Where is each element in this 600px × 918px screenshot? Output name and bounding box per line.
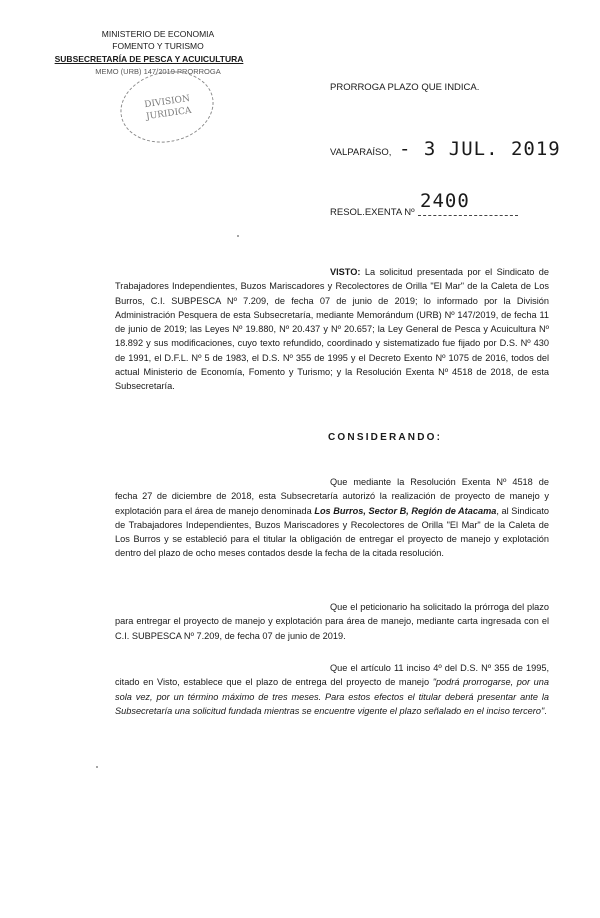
memo-reference: MEMO (URB) 147/2019 PRORROGA	[95, 67, 221, 76]
ministry-name-2: FOMENTO Y TURISMO	[112, 41, 204, 51]
visto-paragraph	[115, 265, 549, 394]
scan-speck	[237, 235, 239, 237]
p3-text-a: Que el artículo 11 inciso 4º del D.S. Nº 355 de 1995, citado en Visto, establece que el plazo de entrega del proyecto de manejo	[115, 663, 549, 688]
p3-quote: "podrá prorrogarse, por una sola vez, por un término máximo de tres meses. Para estos efectos el titular deberá presentar ante la Subsecretaría una solicitud fundada mientras se encuentre vigente el plazo señalado en el inciso tercero"	[115, 677, 549, 716]
ministry-name: MINISTERIO DE ECONOMIA	[101, 29, 215, 39]
scan-speck	[96, 766, 98, 768]
document-date: - 3 JUL. 2019	[399, 138, 561, 160]
visto-text: La solicitud presentada por el Sindicato de Trabajadores Independientes, Buzos Mariscadores y Recolectores de Orilla "El Mar" de la Caleta de Los Burros, C.I. SUBPESCA Nº 7.209, de fecha 07 de junio de 2019; lo informado por la División Administración Pesquera de esta Subsecretaría, mediante Memorándum (URB) Nº 147/2019, de fecha 11 de junio de 2019; las Leyes Nº 19.880, Nº 20.437 y Nº 20.657; la Ley General de Pesca y Acuicultura Nº 18.892 y sus modificaciones, cuyo texto refundido, coordinado y sistematizado fue fijado por D.S. Nº 430 de 1991, el D.F.L. Nº 5 de 1983, el D.S. Nº 355 de 1995 y el Decreto Exento Nº 1075 de 2016, todos del actual Ministerio de Economía, Fomento y Turismo; y la Resolución Exenta Nº 4518 de 2018, de esta Subsecretaría.	[115, 267, 549, 392]
p1-text-c: , al Sindicato de Trabajadores Independientes, Buzos Mariscadores y Recolectores de Orilla "El Mar" de la Caleta de Los Burros y se estableció para el titular la obligación de entregar el proyecto de manejo y explotación dentro del plazo de ocho meses contados desde la fecha de la citada resolución.	[115, 505, 549, 559]
document-title: PRORROGA PLAZO QUE INDICA.	[330, 82, 480, 93]
resolution-number: 2400	[420, 190, 470, 212]
p3-text-c: .	[544, 705, 547, 716]
undersecretariat-name: SUBSECRETARÍA DE PESCA Y ACUICULTURA	[54, 54, 244, 64]
considerando-paragraph-3	[115, 661, 549, 718]
resolution-number-line	[418, 215, 518, 216]
considerando-paragraph-2	[115, 600, 549, 643]
stamp-line-1: DIVISION	[143, 93, 191, 111]
document-place: VALPARAÍSO,	[330, 147, 392, 158]
p1-text-a: Que mediante la Resolución Exenta Nº 4518 de fecha 27 de diciembre de 2018, esta Subsecretaría autorizó la realización de proyecto de manejo y explotación para el área de manejo denominada	[115, 477, 549, 516]
considerando-heading: CONSIDERANDO:	[328, 432, 443, 443]
visto-label: VISTO:	[330, 267, 361, 277]
considerando-paragraph-1	[115, 475, 549, 561]
resolution-label: RESOL.EXENTA Nº	[330, 207, 415, 218]
stamp-line-2: JURIDICA	[145, 105, 193, 123]
area-name: Los Burros, Sector B, Región de Atacama	[314, 505, 497, 516]
p2-text: Que el peticionario ha solicitado la prórroga del plazo para entregar el proyecto de manejo y explotación para área de manejo, mediante carta ingresada con el C.I. SUBPESCA Nº 7.209, de fecha 07 de junio de 2019.	[115, 602, 549, 641]
